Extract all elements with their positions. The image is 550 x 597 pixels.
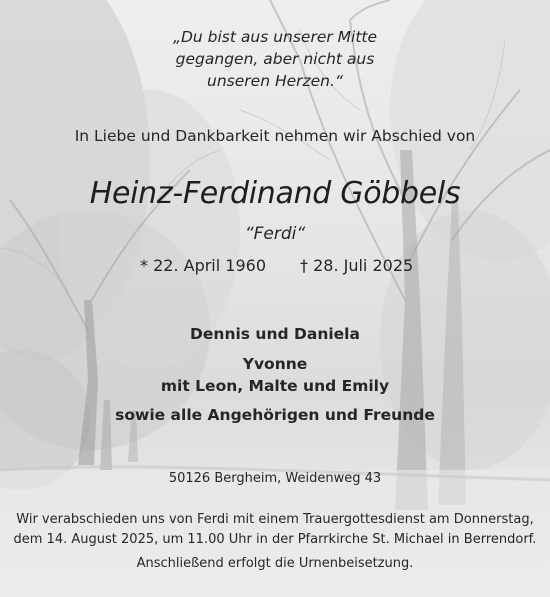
service-line-2: dem 14. August 2025, um 11.00 Uhr in der Pfarrkirche St. Michael in Berrendorf. — [13, 532, 537, 547]
address: 50126 Bergheim, Weidenweg 43 — [168, 471, 382, 486]
mourner-line-3: mit Leon, Malte und Emily — [160, 377, 390, 395]
mourner-line-4: sowie alle Angehörigen und Freunde — [115, 406, 435, 424]
life-dates — [0, 256, 550, 278]
deceased-nickname: “Ferdi“ — [244, 224, 306, 244]
deceased-name: Heinz-Ferdinand Göbbels — [89, 176, 461, 211]
quote-line-1: „Du bist aus unserer Mitte — [172, 28, 378, 46]
mourner-line-2: Yvonne — [242, 355, 308, 373]
quote-line-2: gegangen, aber nicht aus — [175, 50, 375, 68]
intro-text: In Liebe und Dankbarkeit nehmen wir Abschied von — [74, 127, 476, 145]
birth-date: * 22. April 1960 — [140, 256, 266, 275]
mourner-line-1: Dennis und Daniela — [190, 325, 360, 343]
quote-line-3: unseren Herzen.“ — [207, 72, 343, 90]
burial-note: Anschließend erfolgt die Urnenbeisetzung. — [136, 556, 414, 571]
death-date: † 28. Juli 2025 — [300, 256, 414, 275]
service-line-1: Wir verabschieden uns von Ferdi mit einem Trauergottesdienst am Donnerstag, — [16, 512, 534, 527]
